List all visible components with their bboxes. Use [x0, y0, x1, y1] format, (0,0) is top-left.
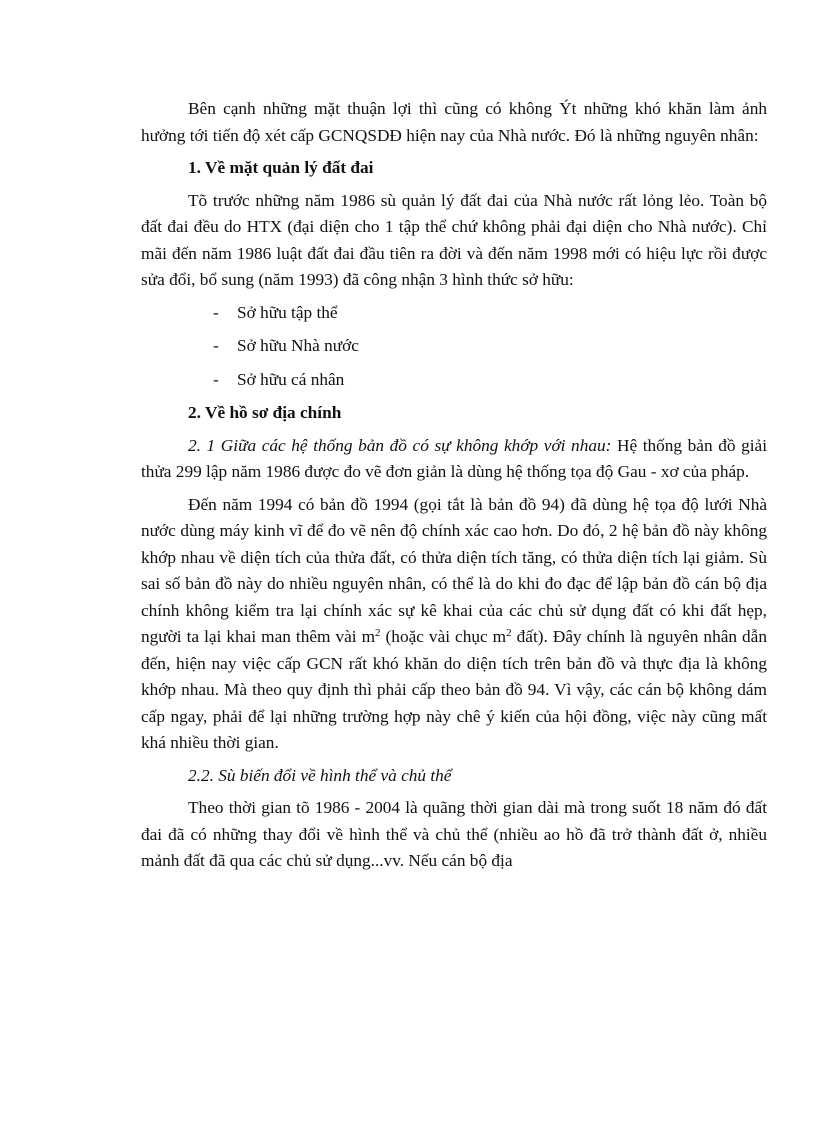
list-item	[141, 367, 767, 394]
map-1994-text-c: đất). Đây chính là nguyên nhân dẫn đến, hiện nay việc cấp GCN rất khó khăn do diện tích trên bản đồ và thực địa là không khớp nhau. Mà theo quy định thì phải cấp theo bản đồ 94. Vì vậy, các cán bộ không dám cấp ngay, phải để lại những trường hợp này chê ý kiến của hội đồng, việc này cũng mất khá nhiều thời gian.	[141, 627, 767, 752]
list-item-label: Sở hữu Nhà nước	[237, 336, 359, 355]
document-page	[141, 96, 767, 881]
section-1-heading: 1. Về mặt quản lý đất đai	[188, 158, 374, 177]
section-1-paragraph: Tõ trước những năm 1986 sù quản lý đất đai của Nhà nước rất lỏng lẻo. Toàn bộ đất đai đều do HTX (đại diện cho 1 tập thể chứ không phải đại diện cho Nhà nước). Chỉ mãi đến năm 1986 luật đất đai đầu tiên ra đời và đến năm 1998 mới có hiệu lực rồi được sửa đổi, bổ sung (năm 1993) đã công nhận 3 hình thức sở hữu:	[141, 190, 767, 289]
ownership-forms-list	[141, 300, 767, 394]
subsection-2-1-text: Hệ thống bản đồ giải thửa 299 lập năm 1986 được đo vẽ đơn giản là dùng hệ thống tọa độ Gau - xơ của pháp.	[141, 435, 767, 481]
subsection-2-2-heading: 2.2. Sù biến đổi về hình thể và chủ thể	[188, 765, 452, 785]
list-item-label: Sở hữu cá nhân	[237, 369, 345, 389]
map-1994-text-b: (hoặc vài chục m	[380, 627, 507, 646]
list-item	[141, 333, 767, 360]
subsection-2-1-heading: 2. 1 Giữa các hệ thống bản đồ có sự không khớp với nhau:	[188, 435, 612, 455]
superscript-2: 2	[506, 627, 512, 639]
intro-paragraph: Bên cạnh những mặt thuận lợi thì cũng có không Ýt những khó khăn làm ảnh hưởng tới tiến độ xét cấp GCNQSDĐ hiện nay của Nhà nước. Đó là những nguyên nhân:	[141, 99, 767, 145]
bullet-dash: -	[213, 336, 219, 355]
subsection-2-1-paragraph	[141, 433, 767, 486]
map-1994-paragraph	[141, 492, 767, 757]
subsection-2-2-paragraph: Theo thời gian tõ 1986 - 2004 là quãng thời gian dài mà trong suốt 18 năm đó đất đai đã có những thay đổi về hình thể và chủ thể (nhiều ao hồ đã trở thành đất ở, nhiều mảnh đất đã qua các chủ sử dụng...vv. Nếu cán bộ địa	[141, 798, 767, 870]
bullet-dash: -	[213, 302, 219, 322]
list-item	[141, 300, 767, 327]
superscript-2: 2	[375, 627, 381, 639]
map-1994-text-a: Đến năm 1994 có bản đồ 1994 (gọi tắt là bản đồ 94) đã dùng hệ tọa độ lưới Nhà nước dùng máy kinh vĩ để đo vẽ nên độ chính xác cao hơn. Do đó, 2 hệ bản đồ này không khớp nhau về diện tích của thửa đất, có thửa diện tích tăng, có thửa diện tích lại giảm. Sù sai số bản đồ này do nhiều nguyên nhân, có thể là do khi đo đạc để lập bản đồ cán bộ địa chính không kiểm tra lại chính xác sự kê khai của các chủ sử dụng đất có khi đất hẹp, người ta lại khai man thêm vài m	[141, 494, 767, 646]
section-2-heading: 2. Về hồ sơ địa chính	[188, 403, 342, 422]
list-item-label: Sở hữu tập thể	[237, 302, 338, 322]
bullet-dash: -	[213, 369, 219, 389]
